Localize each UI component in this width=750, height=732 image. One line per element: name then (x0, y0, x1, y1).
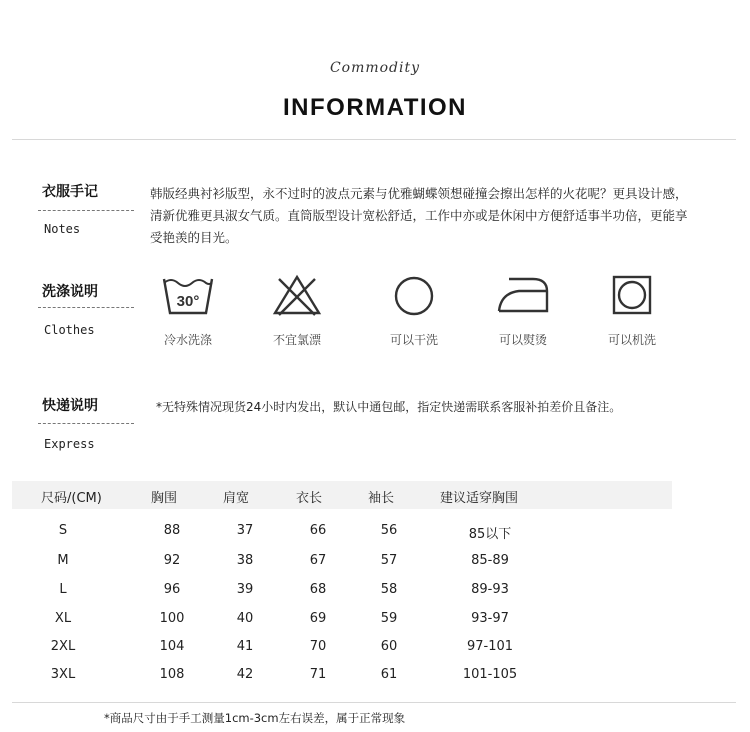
size-table-cell: 70 (309, 639, 327, 654)
size-table-cell: XL (54, 611, 72, 626)
machine-dry-icon (604, 273, 660, 317)
wash-temp-label: 30° (176, 293, 200, 310)
size-table-cell: 68 (309, 582, 327, 597)
size-table-cell: 57 (380, 553, 398, 568)
size-table-header-bar (12, 481, 672, 509)
size-table-cell: 61 (380, 667, 398, 682)
dry-clean-icon (386, 273, 442, 317)
footer-note: *商品尺寸由于手工测量1cm-3cm左右误差，属于正常现象 (104, 711, 406, 725)
wash-section-title: 洗涤说明 (42, 284, 98, 300)
size-table-cell: S (58, 523, 68, 538)
page-title: INFORMATION (282, 94, 468, 121)
shipping-section-subtitle: Express (44, 437, 95, 451)
wash-30-icon (160, 273, 216, 317)
size-header-shoulder: 肩宽 (223, 491, 250, 506)
size-table-cell: 93-97 (471, 611, 509, 626)
wash-item-cold-water (153, 273, 223, 348)
notes-section-title: 衣服手记 (42, 184, 98, 200)
size-table-cell: 56 (380, 523, 398, 538)
size-header-size: 尺码/(CM) (41, 491, 102, 506)
wash-label-iron: 可以熨烫 (498, 333, 547, 347)
size-table-cell: 37 (236, 523, 254, 538)
size-table-cell: 96 (163, 582, 181, 597)
size-table-cell: 69 (309, 611, 327, 626)
size-table-cell: 92 (163, 553, 181, 568)
size-table-cell: 39 (236, 582, 254, 597)
size-table-cell: 88 (163, 523, 181, 538)
shipping-section-divider (38, 423, 134, 424)
size-table-cell: 104 (159, 639, 185, 654)
size-header-length: 衣长 (296, 491, 323, 506)
wash-label-machine: 可以机洗 (607, 333, 656, 347)
size-table-cell: 108 (159, 667, 185, 682)
size-table-cell: 66 (309, 523, 327, 538)
size-header-recommended-bust: 建议适穿胸围 (440, 491, 519, 506)
size-table-cell: L (59, 582, 67, 597)
size-header-bust: 胸围 (151, 491, 178, 506)
wash-item-iron (488, 273, 558, 348)
wash-item-no-bleach (262, 273, 332, 348)
notes-description: 韩版经典衬衫版型，永不过时的波点元素与优雅蝴蝶领想碰撞会擦出怎样的火花呢？更具设计感，清新优雅更具淑女气质。直筒版型设计宽松舒适，工作中亦或是休闲中方便舒适事半功倍，更能享受艳羡的目光。 (150, 186, 688, 245)
size-table-cell: 67 (309, 553, 327, 568)
notes-section-subtitle: Notes (44, 222, 81, 236)
size-table-cell: 60 (380, 639, 398, 654)
wash-label-no-bleach: 不宜氯漂 (272, 333, 321, 347)
size-table-cell: 97-101 (466, 639, 514, 654)
wash-label-cold-water: 冷水洗涤 (163, 333, 212, 347)
size-table-cell: 38 (236, 553, 254, 568)
size-table-cell: 2XL (50, 639, 76, 654)
size-table-cell: 85以下 (468, 527, 512, 542)
size-table-cell: 100 (159, 611, 185, 626)
size-table-cell: M (57, 553, 69, 568)
notes-section-divider (38, 210, 134, 211)
shipping-description: *无特殊情况现货24小时内发出，默认中通包邮，指定快递需联系客服补拍差价且备注。 (156, 400, 622, 414)
size-header-sleeve: 袖长 (368, 491, 395, 506)
size-table-cell: 71 (309, 667, 327, 682)
size-table-cell: 101-105 (462, 667, 518, 682)
shipping-section-title: 快递说明 (42, 398, 98, 414)
header-script-title: Commodity (329, 60, 421, 76)
size-table-cell: 59 (380, 611, 398, 626)
size-table-cell: 85-89 (471, 553, 509, 568)
wash-section-subtitle: Clothes (44, 323, 95, 337)
footer-divider (12, 702, 736, 703)
size-table-cell: 40 (236, 611, 254, 626)
wash-label-dry-clean: 可以干洗 (389, 333, 438, 347)
wash-item-dry-clean (379, 273, 449, 348)
size-table-cell: 3XL (50, 667, 76, 682)
size-table-cell: 58 (380, 582, 398, 597)
header-divider (12, 139, 736, 140)
wash-section-divider (38, 307, 134, 308)
wash-item-machine (597, 273, 667, 348)
size-table-cell: 42 (236, 667, 254, 682)
size-table-cell: 41 (236, 639, 254, 654)
no-bleach-icon (269, 273, 325, 317)
size-table-cell: 89-93 (471, 582, 509, 597)
iron-icon (495, 273, 551, 317)
